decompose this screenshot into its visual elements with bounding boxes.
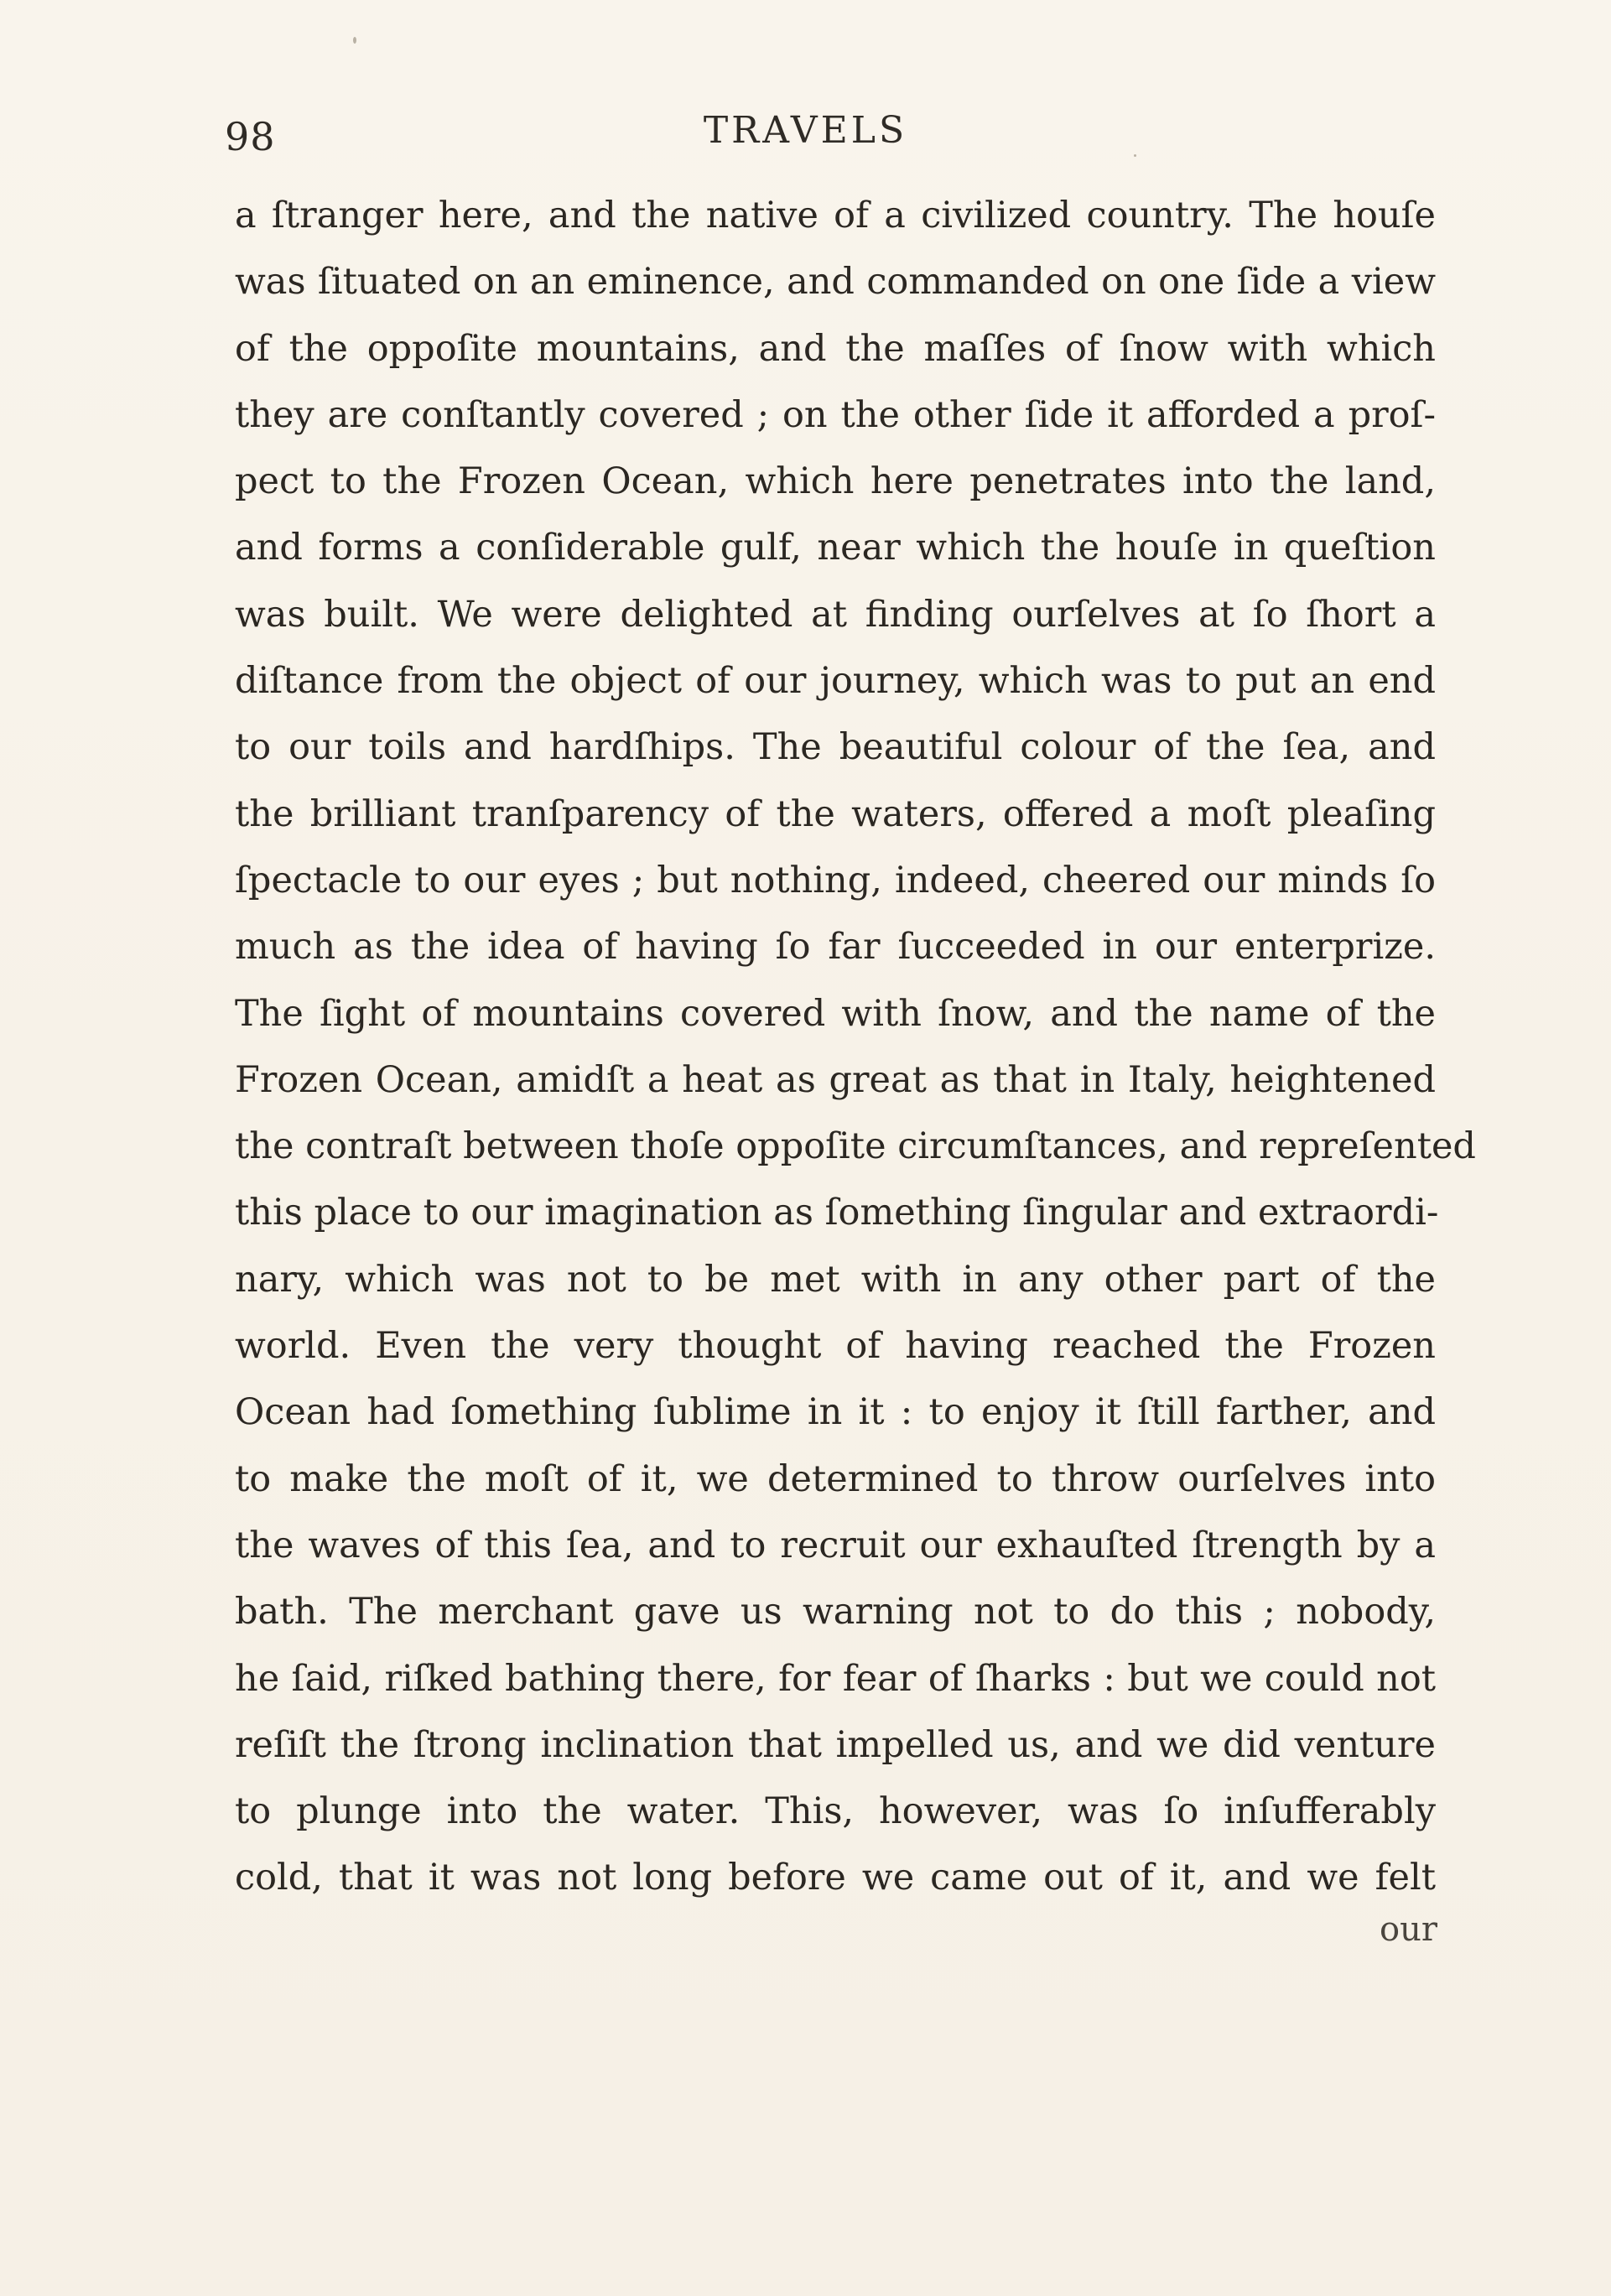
text-line: was built. We were delighted at finding ourſelves at ſo ſhort a [235,593,1436,636]
text-line: was ſituated on an eminence, and commanded on one ſide a view [235,261,1436,304]
text-line: this place to our imagination as ſomething ſingular and extraordi- [235,1192,1439,1234]
text-line: world. Even the very thought of having reached the Frozen [235,1325,1436,1368]
text-line: the contraſt between thoſe oppoſite circumſtances, and repreſented [235,1125,1476,1168]
text-line: to make the moſt of it, we determined to throw ourſelves into [235,1457,1436,1500]
ink-speck [353,37,356,44]
page-header [0,101,1611,159]
catchword: our [1380,1910,1437,1949]
body-text [235,183,1476,1912]
text-line: ſpectacle to our eyes ; but nothing, indeed, cheered our minds ſo [235,859,1436,901]
text-line: pect to the Frozen Ocean, which here penetrates into the land, [235,460,1436,503]
text-line: The ſight of mountains covered with ſnow, and the name of the [235,992,1436,1035]
text-line: a ſtranger here, and the native of a civilized country. The houſe [235,195,1436,236]
text-line: of the oppoſite mountains, and the maſſes of ſnow with which [235,327,1436,370]
text-line: and forms a conſiderable gulf, near which the houſe in queſtion [235,527,1436,569]
text-line: he ſaid, riſked bathing there, for fear of ſharks : but we could not [235,1657,1436,1700]
text-line: to our toils and hardſhips. The beautiful colour of the ſea, and [235,726,1436,769]
text-line: Ocean had ſomething ſublime in it : to enjoy it ſtill farther, and [235,1391,1436,1434]
text-line: they are conſtantly covered ; on the other ſide it afforded a proſ- [235,393,1436,436]
text-line: cold, that it was not long before we came out of it, and we felt [235,1857,1436,1899]
text-line: the brilliant tranſparency of the waters, offered a moſt pleaſing [235,792,1436,835]
text-line: diſtance from the object of our journey, which was to put an end [235,660,1436,703]
text-line: bath. The merchant gave us warning not to do this ; nobody, [235,1591,1436,1634]
text-line: Frozen Ocean, amidſt a heat as great as that in Italy, heightened [235,1058,1436,1101]
running-title: TRAVELS [703,109,908,152]
text-line: to plunge into the water. This, however, was ſo inſufferably [235,1790,1436,1833]
page-number: 98 [225,114,276,159]
text-line: the waves of this ſea, and to recruit our exhauſted ſtrength by a [235,1524,1436,1566]
text-line: reſiſt the ſtrong inclination that impelled us, and we did venture [235,1723,1436,1766]
text-line: much as the idea of having ſo far ſucceeded in our enterprize. [235,926,1436,969]
text-line: nary, which was not to be met with in any other part of the [235,1258,1436,1301]
